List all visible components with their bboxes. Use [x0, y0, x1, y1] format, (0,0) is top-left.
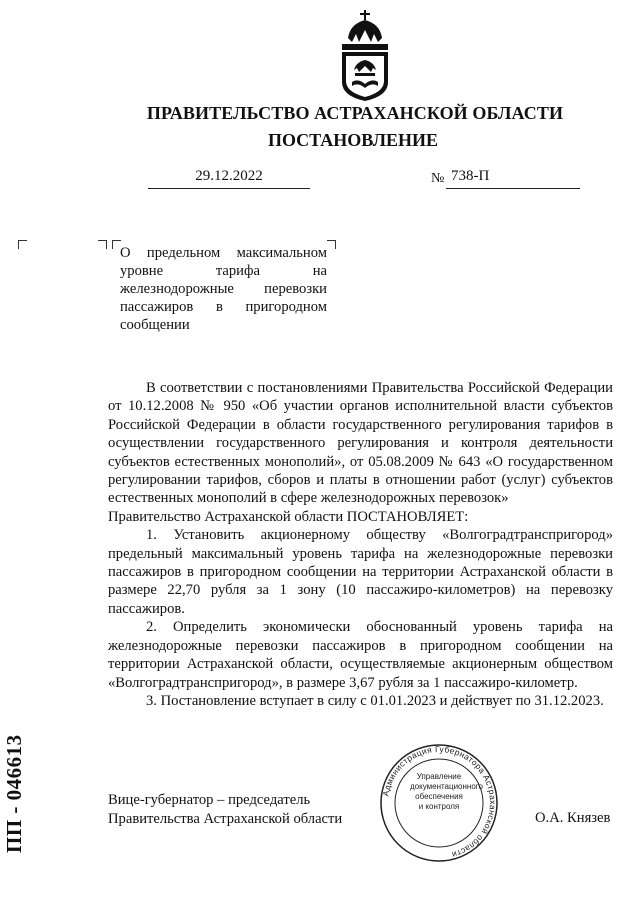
document-date: 29.12.2022 [195, 168, 263, 184]
signatory-name: О.А. Князев [535, 810, 611, 826]
resolution-line: Правительство Астраханской области ПОСТАНОВЛЯЕТ: [108, 508, 469, 525]
organization-heading: ПРАВИТЕЛЬСТВО АСТРАХАНСКОЙ ОБЛАСТИ [146, 103, 564, 123]
stamp-inner-line: обеспечения [415, 792, 463, 801]
item-paragraph-2: 2. Определить экономически обоснованный уровень тарифа на железнодорожные перевозки пассажиров в пригородном сообщении на территории Астраханской области, осуществляемые акционерным обществом «Волгоградтранспригород», в размере 3,67 рубля за 1 пассажиро-километр. [108, 619, 613, 691]
stamp-inner-text [410, 772, 483, 812]
stamp-inner-line: документационного [410, 782, 483, 791]
stamp-inner-line: и контроля [418, 802, 460, 811]
signatory-position [108, 791, 342, 829]
corner-bracket [327, 240, 336, 249]
preamble-paragraph: В соответствии с постановлениями Правительства Российской Федерации от 10.12.2008 № 950 «Об участии органов исполнительной власти субъектов Российской Федерации в области государственного регулирования тарифов в осуществлении государственного регулирования и контроля деятельности субъектов естественных монополий», от 05.08.2009 № 643 «О государственном регулировании тарифов, сборов и платы в отношении работ (услуг) субъектов естественных монополий в сфере железнодорожных перевозок» [108, 380, 613, 507]
item-paragraph-3: 3. Постановление вступает в силу с 01.01.2023 и действует по 31.12.2023. [146, 692, 604, 709]
coat-of-arms-emblem [338, 10, 392, 102]
date-underline [148, 188, 310, 189]
corner-bracket [98, 240, 107, 249]
signatory-position-line-1: Вице-губернатор – председатель [108, 792, 311, 808]
item-paragraph-1: 1. Установить акционерному обществу «Волгоградтранспригород» предельный максимальный уровень тарифа на железнодорожные перевозки пассажиров в пригородном сообщении на территории Астраханской области в размере 22,70 рубля за 1 зону (10 пассажиро-километров) на перевозку пассажиров. [108, 527, 613, 617]
corner-bracket [18, 240, 27, 249]
stamp-ring-text: Администрация Губернатора Астраханской области [380, 743, 499, 861]
signatory-position-line-2: Правительства Астраханской области [108, 811, 343, 827]
document-number: 738-П [451, 168, 490, 184]
stamp-inner-line: Управление [416, 772, 462, 781]
number-underline [446, 188, 580, 189]
document-type-heading: ПОСТАНОВЛЕНИЕ [267, 130, 439, 150]
number-sign: № [431, 171, 445, 186]
document-subject: О предельном максимальном уровне тарифа на железнодорожные перевозки пассажиров в пригородном сообщении [120, 245, 327, 333]
document-body [108, 379, 613, 710]
side-serial-number: ПП - 046613 [2, 734, 26, 853]
